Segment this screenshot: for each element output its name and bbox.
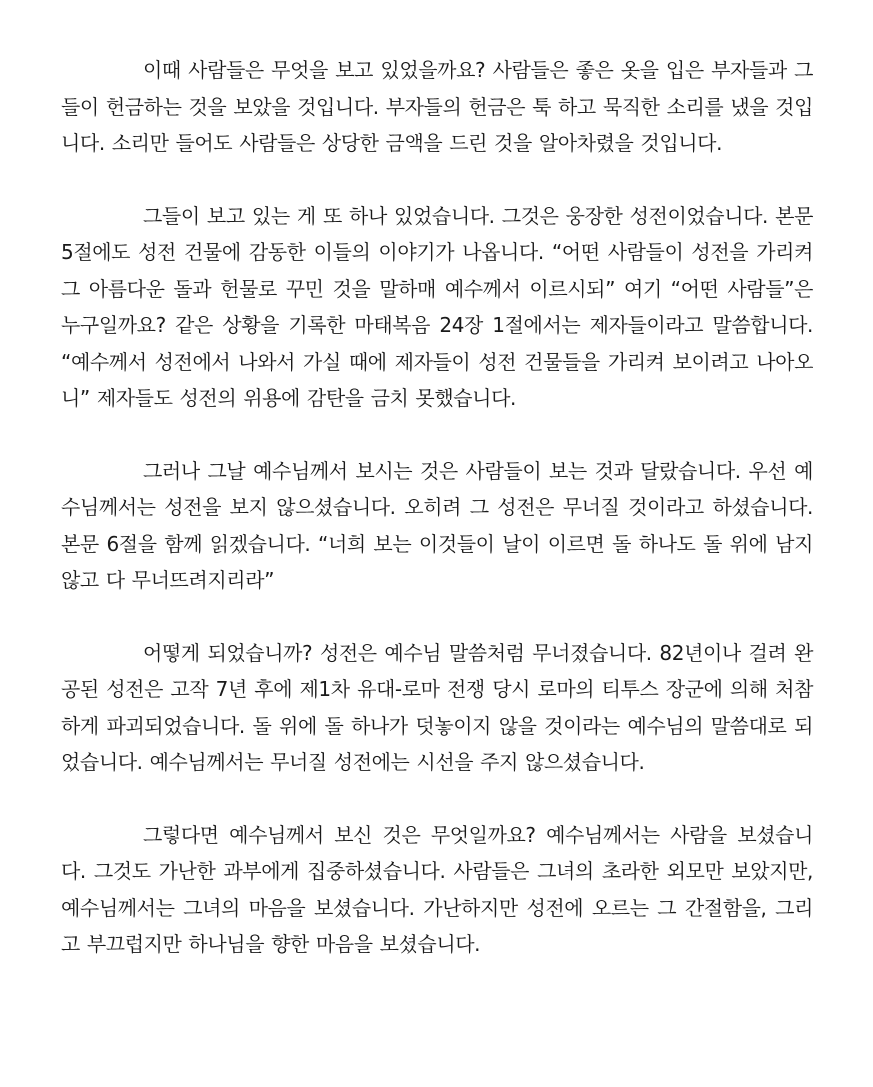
paragraph-5: 그렇다면 예수님께서 보신 것은 무엇일까요? 예수님께서는 사람을 보셨습니다. 그것도 가난한 과부에게 집중하셨습니다. 사람들은 그녀의 초라한 외모만 보았지만, 예수님께서는 그녀의 마음을 보셨습니다. 가난하지만 성전에 오르는 그 간절함을, 그리고 부끄럽지만 하나님을 향한 마음을 보셨습니다.	[61, 822, 813, 956]
paragraph-2: 그들이 보고 있는 게 또 하나 있었습니다. 그것은 웅장한 성전이었습니다. 본문 5절에도 성전 건물에 감동한 이들의 이야기가 나옵니다. “어떤 사람들이 성전을 가리켜 그 아름다운 돌과 헌물로 꾸민 것을 말하매 예수께서 이르시되” 여기 “어떤 사람들”은 누구일까요? 같은 상황을 기록한 마태복음 24장 1절에서는 제자들이라고 말씀합니다. “예수께서 성전에서 나와서 가실 때에 제자들이 성전 건물들을 가리켜 보이려고 나아오니” 제자들도 성전의 위용에 감탄을 금치 못했습니다.	[61, 203, 813, 410]
paragraph-4: 어떻게 되었습니까? 성전은 예수님 말씀처럼 무너졌습니다. 82년이나 걸려 완공된 성전은 고작 7년 후에 제1차 유대-로마 전쟁 당시 로마의 티투스 장군에 의해 처참하게 파괴되었습니다. 돌 위에 돌 하나가 덧놓이지 않을 것이라는 예수님의 말씀대로 되었습니다. 예수님께서는 무너질 성전에는 시선을 주지 않으셨습니다.	[61, 640, 813, 774]
paragraph-1: 이때 사람들은 무엇을 보고 있었을까요? 사람들은 좋은 옷을 입은 부자들과 그들이 헌금하는 것을 보았을 것입니다. 부자들의 헌금은 툭 하고 묵직한 소리를 냈을 것입니다. 소리만 들어도 사람들은 상당한 금액을 드린 것을 알아차렸을 것입니다.	[61, 58, 813, 155]
document-body	[61, 52, 813, 963]
paragraph-3: 그러나 그날 예수님께서 보시는 것은 사람들이 보는 것과 달랐습니다. 우선 예수님께서는 성전을 보지 않으셨습니다. 오히려 그 성전은 무너질 것이라고 하셨습니다. 본문 6절을 함께 읽겠습니다. “너희 보는 이것들이 날이 이르면 돌 하나도 돌 위에 남지 않고 다 무너뜨려지리라”	[61, 458, 813, 592]
